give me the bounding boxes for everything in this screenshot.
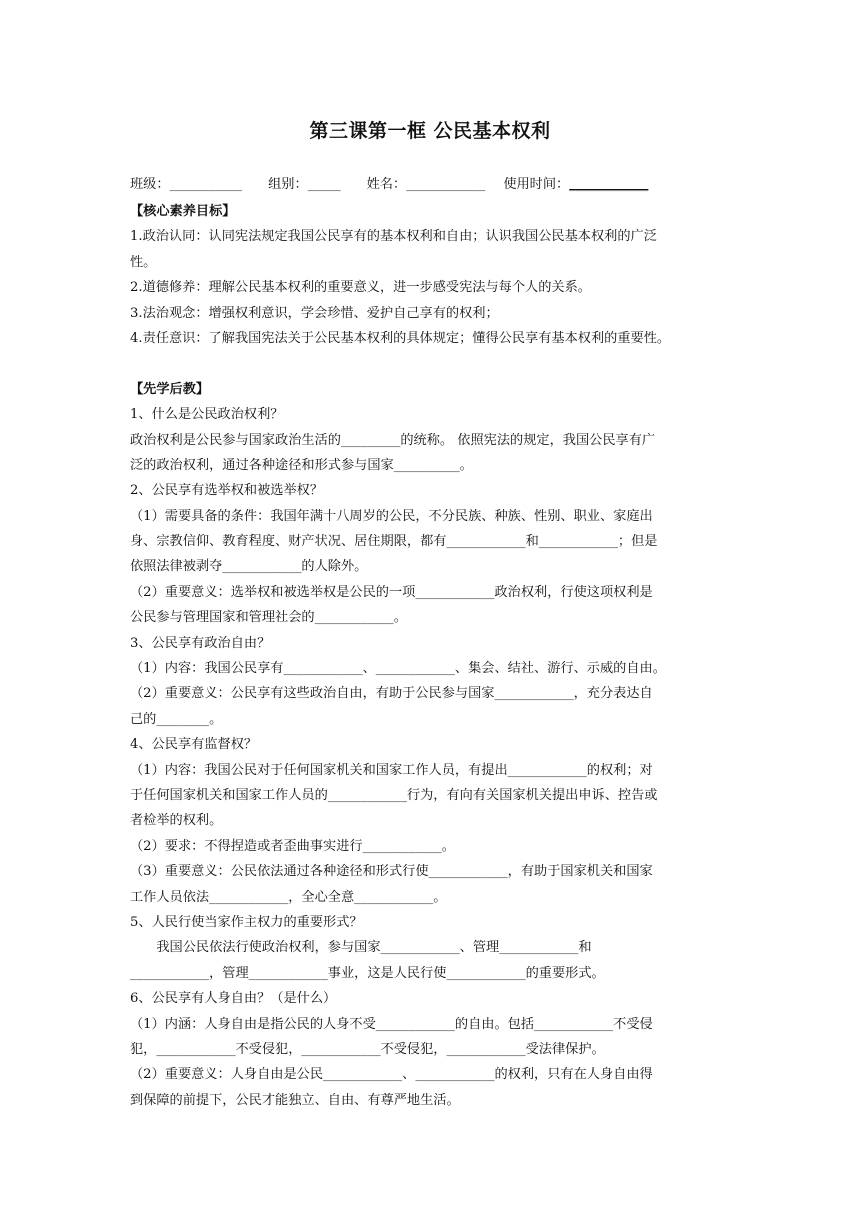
name-label: 姓名： [366,177,407,192]
answer-3-line-3: 己的________。 [130,711,223,727]
question-1: 1、什么是公民政治权利？ [130,407,284,423]
answer-2-line-2: 身、宗教信仰、教育程度、财产状况、居住期限，都有____________和____________；但是 [130,534,658,550]
class-blank[interactable]: ___________ [169,177,243,192]
answer-1-line-2: 泛的政治权利，通过各种途径和形式参与国家__________。 [130,457,473,473]
answer-3-line-1: （1）内容：我国公民享有____________、____________、集会、结社、游行、示威的自由。 [130,661,666,677]
section-spacer [130,351,736,376]
answer-3-line-2: （2）重要意义：公民享有这些政治自由，有助于公民参与国家____________，充分表达自 [130,686,653,702]
answer-6-line-1: （1）内涵：人身自由是指公民的人身不受____________的自由。包括____________不受侵 [130,1016,653,1032]
class-label: 班级： [130,177,170,192]
answer-4-line-4: （2）要求：不得捏造或者歪曲事实进行____________。 [130,838,455,854]
answer-2-line-1: （1）需要具备的条件：我国年满十八周岁的公民，不分民族、种族、性别、职业、家庭出 [130,508,653,524]
answer-4-line-6: 工作人员依法____________，全心全意____________。 [130,889,447,905]
goal-line-2: 2.道德修养：理解公民基本权利的重要意义，进一步感受宪法与每个人的关系。 [130,280,591,296]
student-info-row [130,172,736,199]
study-heading: 【先学后教】 [130,381,210,397]
answer-4-line-5: （3）重要意义：公民依法通过各种途径和形式行使____________，有助于国家机关和国家 [130,864,653,880]
answer-2-line-5: 公民参与管理国家和管理社会的____________。 [130,610,407,626]
worksheet-content [130,172,736,1113]
answer-4-line-2: 于任何国家机关和国家工作人员的____________行为，有向有关国家机关提出申诉、控告或 [130,787,658,803]
answer-6-line-4: 到保障的前提下，公民才能独立、自由、有尊严地生活。 [130,1092,460,1108]
answer-6-line-2: 犯，____________不受侵犯，____________不受侵犯，____________受法律保护。 [130,1041,605,1057]
question-6: 6、公民享有人身自由？（是什么） [130,991,337,1007]
answer-4-line-1: （1）内容：我国公民对于任何国家机关和国家工作人员，有提出____________的权利；对 [130,762,653,778]
question-2: 2、公民享有选举权和被选举权？ [130,483,324,499]
question-4: 4、公民享有监督权？ [130,737,258,753]
goal-line-3: 3.法治观念：增强权利意识，学会珍惜、爱护自己享有的权利； [130,305,499,321]
answer-5-line-2: ____________，管理____________事业，这是人民行使____________的重要形式。 [130,965,605,981]
name-blank[interactable]: ____________ [406,177,486,192]
answer-4-line-3: 者检举的权利。 [130,813,223,829]
time-blank[interactable]: ____________ [569,177,649,192]
goal-line-1: 1.政治认同：认同宪法规定我国公民享有的基本权利和自由；认识我国公民基本权利的广泛 [130,229,657,245]
goals-heading: 【核心素养目标】 [130,204,236,219]
question-5: 5、人民行使当家作主权力的重要形式？ [130,914,363,930]
answer-2-line-4: （2）重要意义：选举权和被选举权是公民的一项____________政治权利，行使这项权利是 [130,584,653,600]
time-label: 使用时间： [503,177,570,192]
group-label: 组别： [268,177,308,192]
question-3: 3、公民享有政治自由？ [130,635,271,651]
answer-2-line-3: 依照法律被剥夺____________的人除外。 [130,559,368,575]
page-title: 第三课第一框 公民基本权利 [309,120,551,142]
answer-5-line-1: 我国公民依法行使政治权利，参与国家____________、管理____________和 [130,940,592,956]
goal-line-1-cont: 性。 [130,254,157,270]
answer-1-line-1: 政治权利是公民参与国家政治生活的_________的统称。 依照宪法的规定，我国公民享有广 [130,432,656,448]
goal-line-4: 4.责任意识：了解我国宪法关于公民基本权利的具体规定；懂得公民享有基本权利的重要性。 [130,330,671,346]
group-blank[interactable]: _____ [307,177,341,192]
answer-6-line-3: （2）重要意义：人身自由是公民____________、____________的权利，只有在人身自由得 [130,1067,653,1083]
